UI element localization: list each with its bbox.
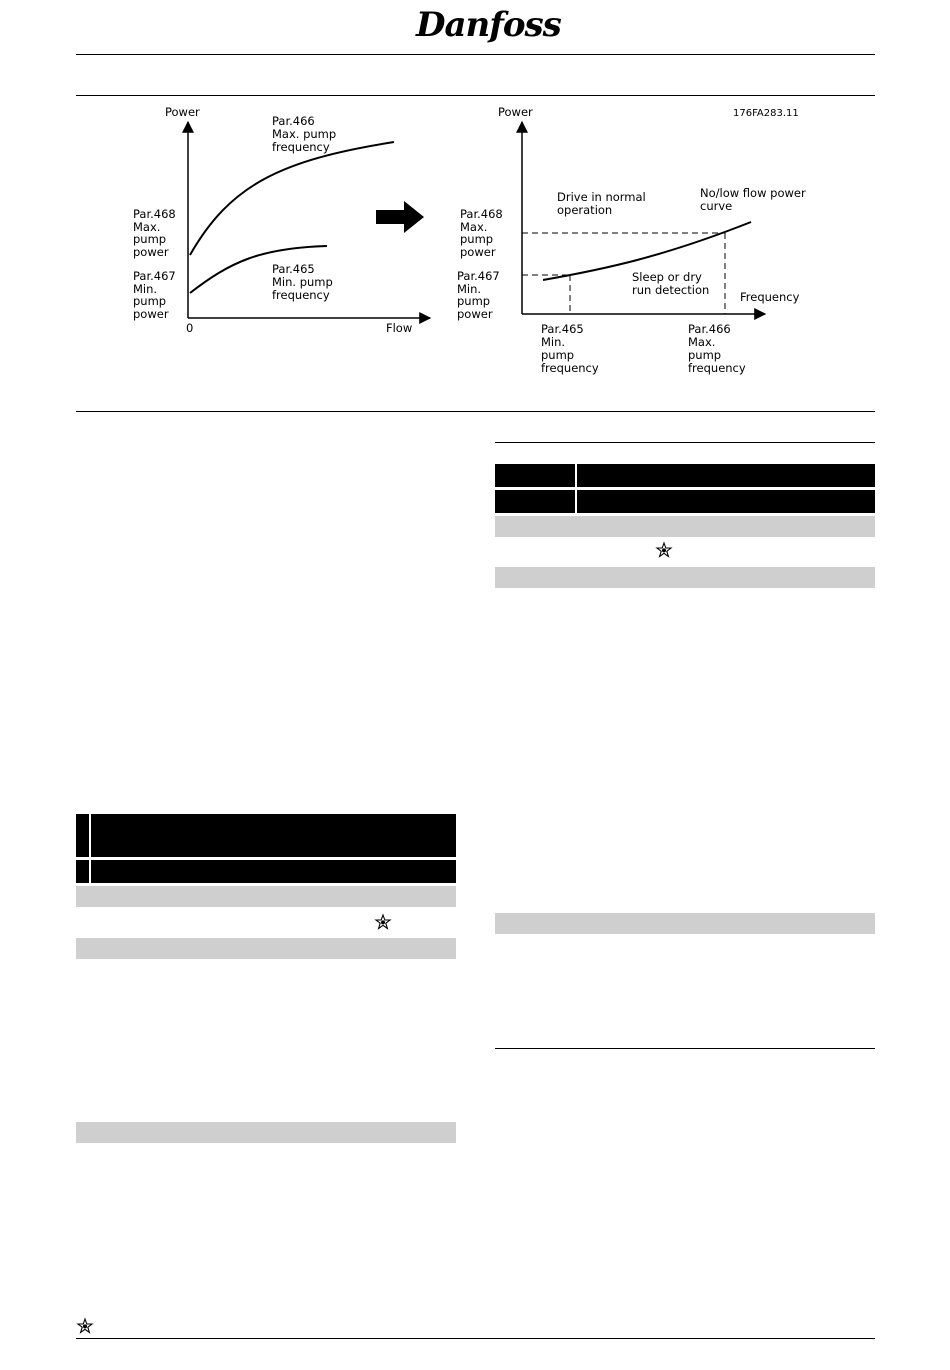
right-max-power-label (460, 207, 503, 259)
svg-text:Par.465: Par.465 (272, 262, 315, 276)
svg-text:frequency: frequency (272, 288, 330, 302)
left-min-power-label (133, 269, 176, 321)
svg-text:curve: curve (700, 199, 733, 213)
svg-text:Max.: Max. (133, 220, 161, 234)
svg-text:No/low flow power: No/low flow power (700, 186, 806, 200)
svg-text:power: power (457, 307, 493, 321)
svg-text:Par.466: Par.466 (272, 114, 315, 128)
svg-text:operation: operation (557, 203, 613, 217)
left-upper-curve (190, 142, 394, 255)
right-min-power-label (457, 269, 500, 321)
figure-code: 176FA283.11 (733, 108, 799, 119)
svg-text:power: power (133, 307, 169, 321)
svg-text:Max.: Max. (460, 220, 488, 234)
right-section-end-rule (495, 1048, 875, 1049)
svg-text:Min.: Min. (457, 282, 482, 296)
svg-text:Drive in normal: Drive in normal (557, 190, 646, 204)
right-chart (457, 105, 806, 375)
left-upper-curve-label (272, 114, 336, 154)
right-description-row (495, 913, 875, 934)
svg-text:Max.: Max. (688, 335, 716, 349)
sleep-region-label (632, 270, 709, 297)
normal-region-label (557, 190, 646, 217)
star-icon (77, 1318, 93, 1334)
svg-text:pump: pump (688, 348, 722, 362)
left-parameter-range-row (76, 886, 456, 907)
left-parameter-function-row (76, 938, 456, 959)
star-icon (656, 542, 672, 558)
right-x-axis-label: Frequency (740, 290, 800, 304)
left-parameter-value-bar (76, 860, 456, 883)
svg-text:pump: pump (457, 294, 491, 308)
brand-logo (414, 2, 561, 48)
left-max-power-label (133, 207, 176, 259)
left-parameter-header-bar (76, 814, 456, 857)
svg-text:frequency: frequency (272, 140, 330, 154)
svg-text:frequency: frequency (688, 361, 746, 375)
svg-text:Par.467: Par.467 (457, 269, 500, 283)
right-arrow-icon (376, 201, 424, 233)
svg-text:Min.: Min. (541, 335, 566, 349)
svg-text:power: power (133, 245, 169, 259)
max-freq-label (688, 322, 746, 375)
svg-text:pump: pump (460, 232, 494, 246)
svg-text:power: power (460, 245, 496, 259)
svg-text:pump: pump (133, 294, 167, 308)
left-y-axis-label: Power (165, 105, 200, 119)
curve-label (700, 186, 806, 213)
header-rule (76, 54, 875, 55)
svg-text:Par.468: Par.468 (460, 207, 503, 221)
svg-text:Par.467: Par.467 (133, 269, 176, 283)
right-parameter-function-row (495, 567, 875, 588)
svg-text:Par.465: Par.465 (541, 322, 584, 336)
left-description-row (76, 1122, 456, 1143)
brand-logo-text: Danfoss (416, 5, 561, 45)
footer-rule (76, 1338, 875, 1339)
right-y-axis-label: Power (498, 105, 533, 119)
svg-text:Min.: Min. (133, 282, 158, 296)
figure-bottom-rule (76, 411, 875, 412)
right-section-rule (495, 442, 875, 443)
svg-text:pump: pump (133, 232, 167, 246)
svg-text:pump: pump (541, 348, 575, 362)
svg-text:Sleep or dry: Sleep or dry (632, 270, 702, 284)
svg-text:frequency: frequency (541, 361, 599, 375)
svg-text:run detection: run detection (632, 283, 710, 297)
left-lower-curve-label (272, 262, 333, 302)
svg-text:Par.466: Par.466 (688, 322, 731, 336)
right-parameter-value-bar (495, 490, 875, 513)
min-freq-label (541, 322, 599, 375)
star-icon (375, 914, 391, 930)
right-parameter-header-bar (495, 464, 875, 487)
svg-text:Par.468: Par.468 (133, 207, 176, 221)
left-x-axis-label: Flow (386, 321, 413, 335)
left-origin-label: 0 (186, 321, 194, 335)
svg-text:Min. pump: Min. pump (272, 275, 333, 289)
svg-text:Max. pump: Max. pump (272, 127, 337, 141)
right-parameter-range-row (495, 516, 875, 537)
figure (0, 96, 950, 408)
